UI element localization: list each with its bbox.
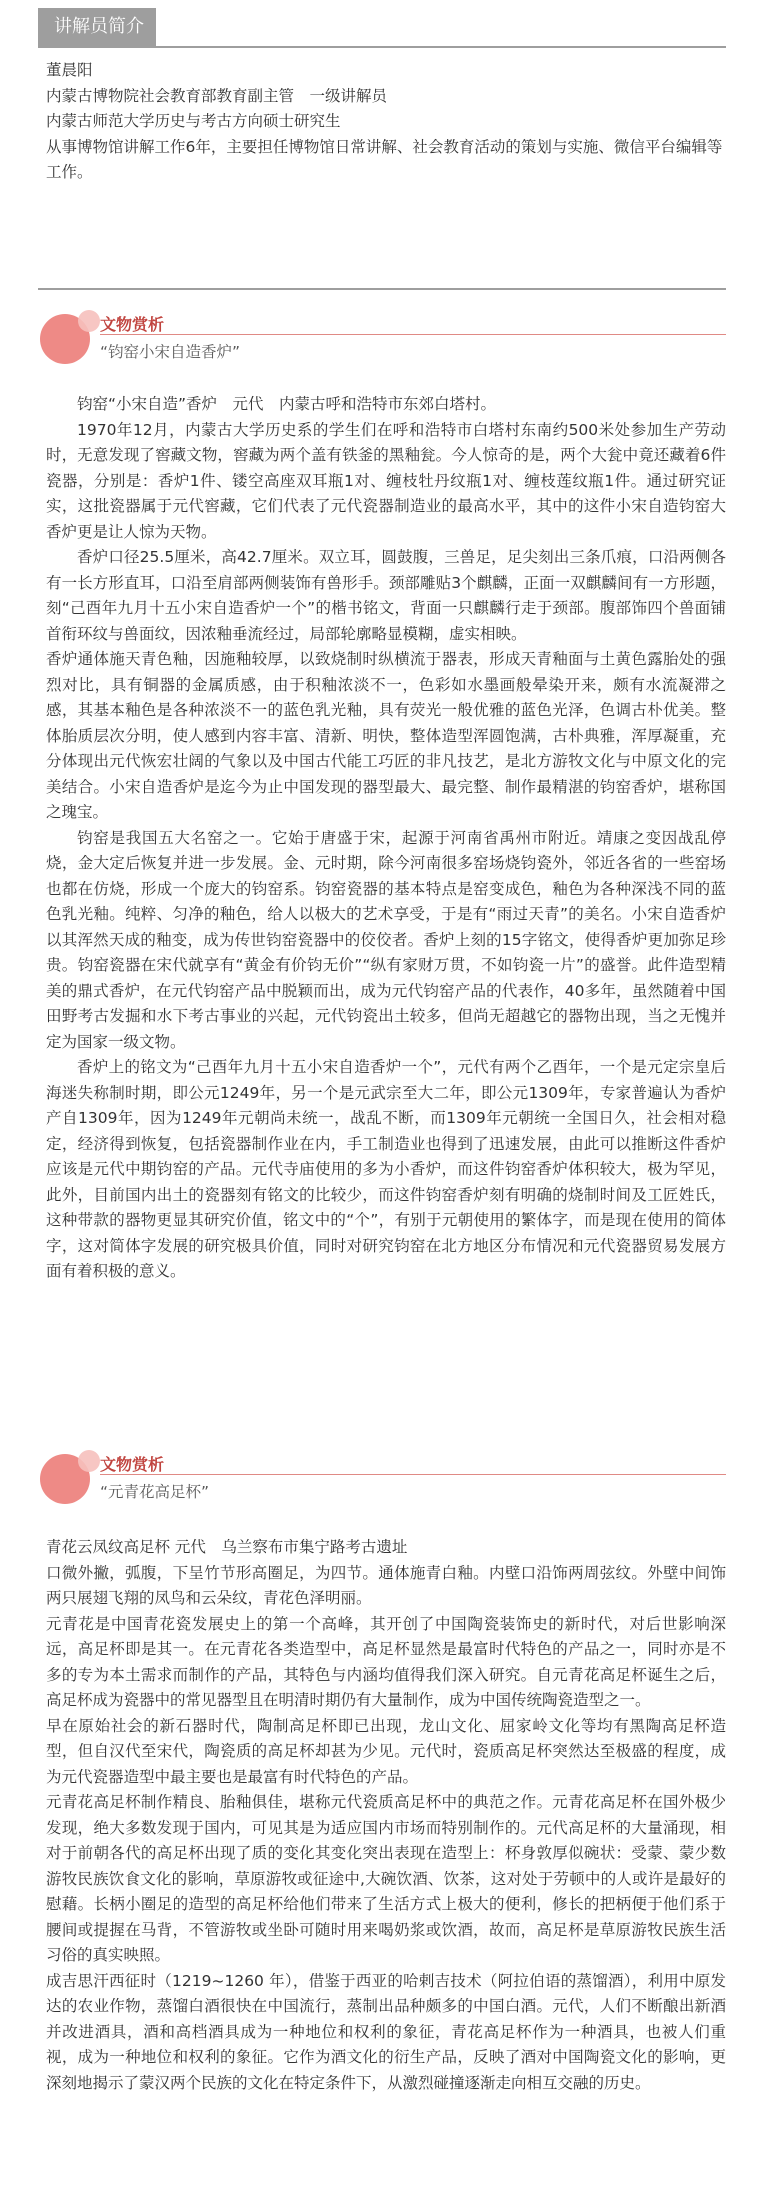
section-header-stem-cup (38, 1448, 726, 1510)
paragraph: 香炉口径25.5厘米，高42.7厘米。双立耳，圆鼓腹，三兽足，足尖刻出三条爪痕，口沿两侧各有一长方形直耳，口沿至肩部两侧装饰有兽形手。颈部雕贴3个麒麟，正面一双麒麟间有一方形题，刻“己酉年九月十五小宋自造香炉一个”的楷书铭文，背面一只麒麟行走于颈部。腹部饰四个兽面铺首衔环纹与兽面纹，因浓釉垂流经过，局部轮廓略显模糊，虚实相映。 (46, 548, 726, 643)
paragraph: 口微外撇，弧腹，下呈竹节形高圈足，为四节。通体施青白釉。内壁口沿饰两周弦纹。外壁中间饰两只展翅飞翔的凤鸟和云朵纹，青花色泽明丽。 (46, 1563, 726, 1607)
paragraph: 钧窑是我国五大名窑之一。它始于唐盛于宋，起源于河南省禹州市附近。靖康之变因战乱停烧，金大定后恢复并进一步发展。金、元时期，除今河南很多窑场烧钧瓷外，邻近各省的一些窑场也都在仿烧，形成一个庞大的钧窑系。钧窑瓷器的基本特点是窑变成色，釉色为各种深浅不同的蓝色乳光釉。纯粹、匀净的釉色，给人以极大的艺术享受，于是有“雨过天青”的美名。小宋自造香炉以其浑然天成的釉变，成为传世钧窑瓷器中的佼佼者。香炉上刻的15字铭文，使得香炉更加弥足珍贵。钧窑瓷器在宋代就享有“黄金有价钧无价”“纵有家财万贯，不如钧瓷一片”的盛誉。此件造型精美的鼎式香炉，在元代钧窑产品中脱颖而出，成为元代钧窑产品的代表作，40多年，虽然随着中国田野考古发掘和水下考古事业的兴起，元代钧瓷出土较多，但尚无超越它的器物出现，当之无愧并定为国家一级文物。 (46, 828, 726, 1051)
paragraph: 香炉上的铭文为“己酉年九月十五小宋自造香炉一个”，元代有两个乙酉年，一个是元定宗皇后海迷失称制时期，即公元1249年，另一个是元武宗至大二年，即公元1309年，专家普遍认为香炉产自1309年，因为1249年元朝尚未统一，战乱不断，而1309年元朝统一全国日久，社会相对稳定，经济得到恢复，包括瓷器制作业在内，手工制造业也得到了迅速发展，由此可以推断这件香炉应该是元代中期钧窑的产品。元代寺庙使用的多为小香炉，而这件钧窑香炉体积较大，极为罕见，此外，目前国内出土的瓷器刻有铭文的比较少，而这件钧窑香炉刻有明确的烧制时间及工匠姓氏，这种带款的器物更显其研究价值，铭文中的“个”，有别于元朝使用的繁体字，而是现在使用的简体字，这对简体字发展的研究极具价值，同时对研究钧窑在北方地区分布情况和元代瓷器贸易发展方面有着积极的意义。 (46, 1058, 726, 1280)
guide-education: 内蒙古师范大学历史与考古方向硕士研究生 (46, 112, 341, 130)
paragraph: 成吉思汗西征时（1219~1260 年），借鉴于西亚的哈剌吉技术（阿拉伯语的蒸馏酒），利用中原发达的农业作物，蒸馏白酒很快在中国流行，蒸制出品种颇多的中国白酒。元代，人们不断酿出新酒并改进酒具，酒和高档酒具成为一种地位和权利的象征，青花高足杯作为一种酒具，也被人们重视，成为一种地位和权利的象征。它作为酒文化的衍生产品，反映了酒对中国陶瓷文化的影响，更深刻地揭示了蒙汉两个民族的文化在特定条件下，从激烈碰撞逐渐走向相互交融的历史。 (46, 1971, 726, 2092)
section-decoration-small-circle (78, 310, 100, 332)
paragraph: 香炉通体施天青色釉，因施釉较厚，以致烧制时纵横流于器表，形成天青釉面与土黄色露胎处的强烈对比，具有铜器的金属质感，由于积釉浓淡不一，色彩如水墨画般晕染开来，颇有水流凝滞之感，其基本釉色是各种浓淡不一的蓝色乳光釉，具有荧光一般优雅的蓝色光泽，色调古朴优美。整体胎质层次分明，使人感到内容丰富、清新、明快，整体造型浑圆饱满，古朴典雅，浑厚凝重，充分体现出元代恢宏壮阔的气象以及中国古代能工巧匠的非凡技艺，是北方游牧文化与中原文化的完美结合。小宋自造香炉是迄今为止中国发现的器型最大、最完整、制作最精湛的钧窑香炉，堪称国之瑰宝。 (46, 650, 726, 821)
paragraph: 早在原始社会的新石器时代，陶制高足杯即已出现，龙山文化、屈家岭文化等均有黑陶高足杯造型，但自汉代至宋代，陶瓷质的高足杯却甚为少见。元代时，瓷质高足杯突然达至极盛的程度，成为元代瓷器造型中最主要也是最富有时代特色的产品。 (46, 1716, 726, 1786)
guide-title: 内蒙古博物院社会教育部教育副主管 一级讲解员 (46, 86, 388, 105)
section-decoration-small-circle (78, 1450, 100, 1472)
section-divider (38, 288, 726, 290)
paragraph: 1970年12月，内蒙古大学历史系的学生们在呼和浩特市白塔村东南约500米处参加生产劳动时，无意发现了窖藏文物，窖藏为两个盖有铁釜的黑釉瓮。今人惊奇的是，两个大瓮中竟还藏着6件瓷器，分别是：香炉1件、镂空高座双耳瓶1对、缠枝牡丹纹瓶1对、缠枝莲纹瓶1件。通过研究证实，这批瓷器属于元代窖藏，它们代表了元代瓷器制造业的最高水平，其中的这件小宋自造钧窑大香炉更是让人惊为天物。 (46, 420, 726, 541)
section-label: 文物赏析 (100, 1455, 165, 1474)
paragraph: 元青花是中国青花瓷发展史上的第一个高峰，其开创了中国陶瓷装饰史的新时代，对后世影响深远，高足杯即是其一。在元青花各类造型中，高足杯显然是最富时代特色的产品之一，同时亦是不多的专为本土需求而制作的产品，其特色与内涵均值得我们深入研究。自元青花高足杯诞生之后，高足杯成为瓷器中的常见器型且在明清时期仍有大量制作，成为中国传统陶瓷造型之一。 (46, 1614, 726, 1709)
section-title: “元青花高足杯” (100, 1483, 210, 1501)
guide-intro-header (38, 8, 726, 48)
section-underline (100, 334, 726, 335)
paragraph: 青花云凤纹高足杯 元代 乌兰察布市集宁路考古遗址 (46, 1538, 408, 1556)
paragraph: 钧窑“小宋自造”香炉 元代 内蒙古呼和浩特市东郊白塔村。 (77, 395, 497, 413)
section-title: “钧窑小宋自造香炉” (100, 343, 241, 361)
guide-bio: 从事博物馆讲解工作6年，主要担任博物馆日常讲解、社会教育活动的策划与实施、微信平台编辑等工作。 (46, 137, 723, 181)
stem-cup-article (46, 1535, 726, 2096)
section-underline (100, 1474, 726, 1475)
guide-intro-tab: 讲解员简介 (38, 8, 156, 46)
section-label: 文物赏析 (100, 315, 165, 334)
guide-name: 董晨阳 (46, 61, 93, 79)
section-header-incense-burner (38, 308, 726, 370)
guide-info (46, 58, 726, 186)
incense-burner-article (46, 392, 726, 1285)
paragraph: 元青花高足杯制作精良、胎釉俱佳，堪称元代瓷质高足杯中的典范之作。元青花高足杯在国外极少发现，绝大多数发现于国内，可见其是为适应国内市场而特别制作的。元代高足杯的大量涌现，相对于前朝各代的高足杯出现了质的变化其变化突出表现在造型上：杯身敦厚似碗状：受蒙、蒙少数游牧民族饮食文化的影响，草原游牧或征途中,大碗饮酒、饮茶，这对处于劳顿中的人或许是最好的慰藉。长柄小圈足的造型的高足杯给他们带来了生活方式上极大的便利，修长的把柄便于他们系于腰间或提握在马背，不管游牧或坐卧可随时用来喝奶浆或饮酒，故而，高足杯是草原游牧民族生活习俗的真实映照。 (46, 1793, 726, 1964)
